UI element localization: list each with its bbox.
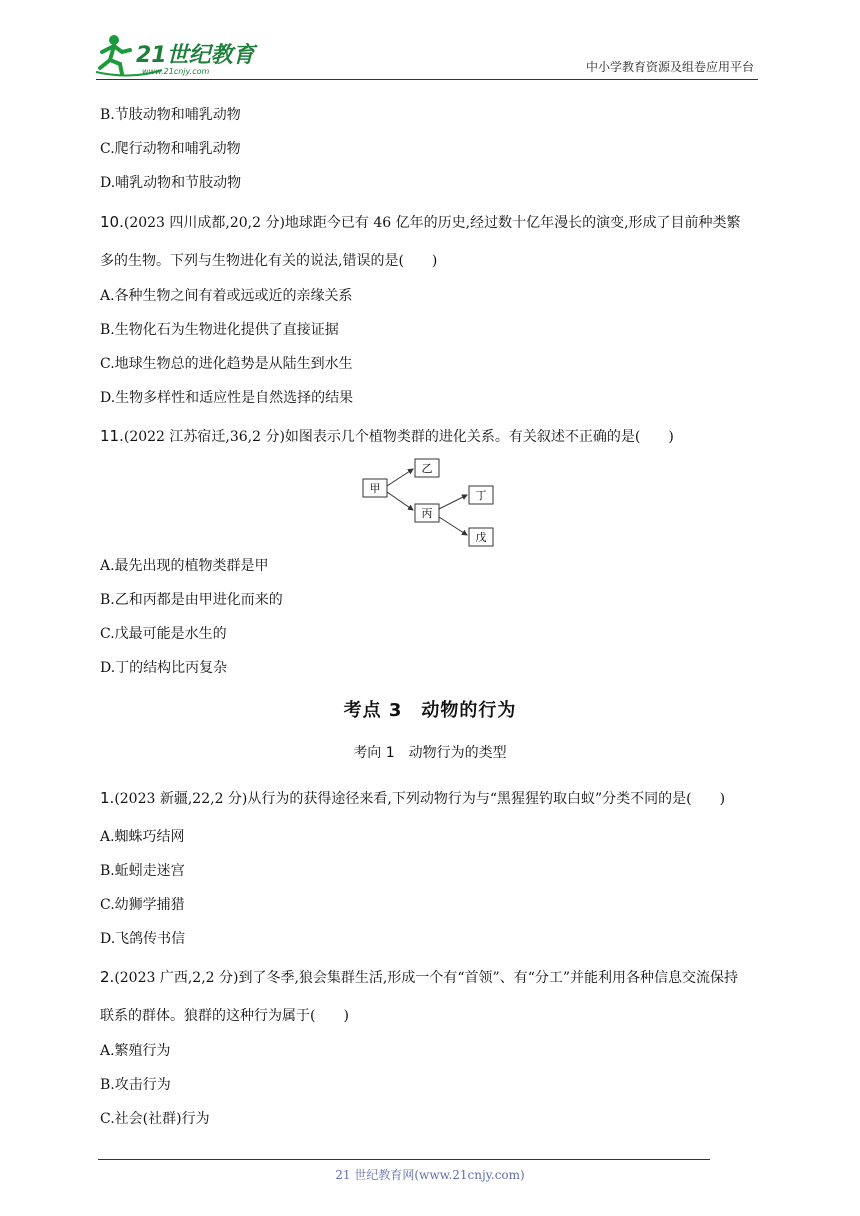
s1-option-a: A.蜘蛛巧结网	[100, 829, 185, 845]
q11-option-c: C.戊最可能是水生的	[100, 626, 227, 642]
s2-option-c: C.社会(社群)行为	[100, 1111, 210, 1127]
header-tagline: 中小学教育资源及组卷应用平台	[585, 60, 754, 74]
node-jia	[363, 479, 387, 497]
node-yi	[415, 459, 439, 477]
evolution-diagram	[355, 455, 505, 551]
q10-text-1: (2023 四川成都,20,2 分)地球距今已有 46 亿年的历史,经过数十亿年漫长的演变,形成了目前种类繁	[123, 215, 741, 231]
node-wu	[469, 528, 493, 546]
q11-option-d: D.丁的结构比丙复杂	[100, 660, 228, 676]
q10-stem-line2: 多的生物。下列与生物进化有关的说法,错误的是( )	[100, 253, 438, 269]
logo	[92, 30, 262, 80]
s1-stem-line1	[100, 788, 725, 809]
s2-option-b: B.攻击行为	[100, 1077, 171, 1093]
q11-number: 11.	[100, 427, 124, 445]
q11-stem-line1	[100, 426, 674, 447]
s2-text-1: (2023 广西,2,2 分)到了冬季,狼会集群生活,形成一个有“首领”、有“分工”并能利用各种信息交流保持	[114, 970, 739, 986]
s2-stem-line1	[100, 967, 738, 988]
q10-option-b: B.生物化石为生物进化提供了直接证据	[100, 322, 339, 338]
q10-number: 10.	[100, 213, 124, 231]
section-subtitle: 考向 1 动物行为的类型	[353, 745, 507, 761]
svg-text:丙: 丙	[421, 507, 433, 520]
s1-text-1: (2023 新疆,22,2 分)从行为的获得途径来看,下列动物行为与“黑猩猩钓取白蚁”分类不同的是( )	[114, 791, 726, 807]
q11-text-1: (2022 江苏宿迁,36,2 分)如图表示几个植物类群的进化关系。有关叙述不正确的是( )	[123, 429, 674, 445]
q10-option-a: A.各种生物之间有着或远或近的亲缘关系	[100, 288, 353, 304]
logo-url: www.21cnjy.com	[142, 67, 210, 76]
s1-option-d: D.飞鸽传书信	[100, 931, 186, 947]
footer-divider	[98, 1159, 710, 1160]
node-bing	[415, 504, 439, 522]
s2-option-a: A.繁殖行为	[100, 1043, 171, 1059]
q11-option-b: B.乙和丙都是由甲进化而来的	[100, 592, 283, 608]
q9-option-c: C.爬行动物和哺乳动物	[100, 141, 241, 157]
svg-text:甲: 甲	[369, 482, 381, 495]
header-divider	[96, 79, 758, 80]
s1-option-b: B.蚯蚓走迷宫	[100, 863, 185, 879]
svg-text:戊: 戊	[475, 531, 487, 544]
q10-stem-line1	[100, 212, 741, 233]
logo-text: 21世纪教育	[136, 43, 255, 68]
q11-option-a: A.最先出现的植物类群是甲	[100, 558, 269, 574]
s1-number: 1.	[100, 789, 115, 807]
s2-stem-line2: 联系的群体。狼群的这种行为属于( )	[100, 1008, 349, 1024]
q10-option-c: C.地球生物总的进化趋势是从陆生到水生	[100, 356, 353, 372]
q10-option-d: D.生物多样性和适应性是自然选择的结果	[100, 390, 354, 406]
q9-option-b: B.节肢动物和哺乳动物	[100, 107, 241, 123]
svg-text:乙: 乙	[421, 462, 433, 475]
footer-text: 21 世纪教育网(www.21cnjy.com)	[335, 1168, 525, 1182]
q9-option-d: D.哺乳动物和节肢动物	[100, 175, 242, 191]
node-ding	[469, 486, 493, 504]
s1-option-c: C.幼狮学捕猎	[100, 897, 185, 913]
svg-text:丁: 丁	[475, 489, 487, 502]
section-title: 考点 3 动物的行为	[343, 700, 517, 721]
s2-number: 2.	[100, 968, 115, 986]
